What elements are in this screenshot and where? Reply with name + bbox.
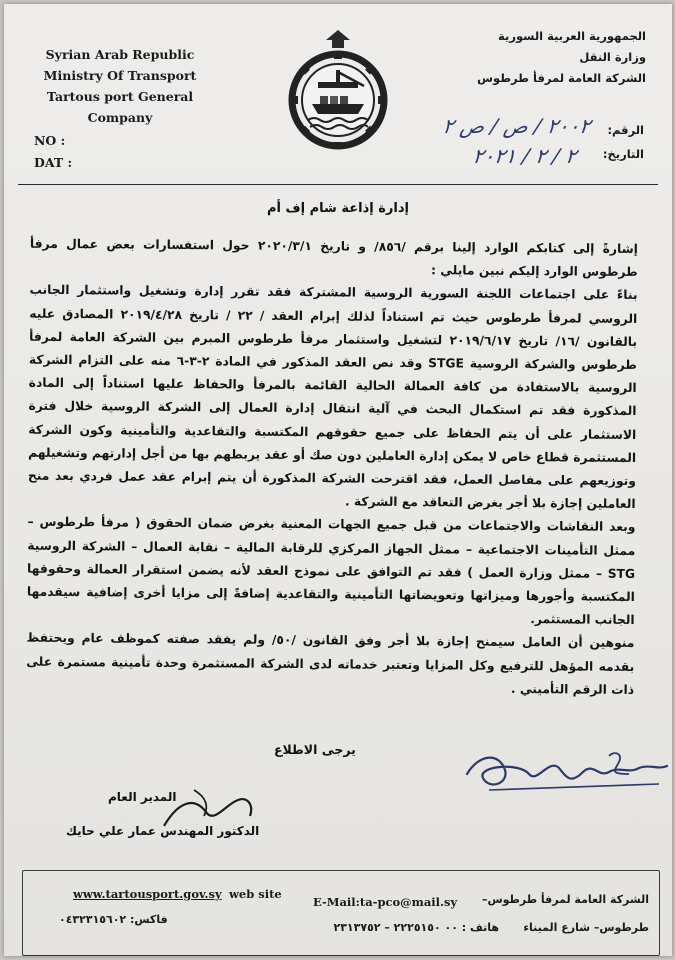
number-handwritten: ٢٠٠٢ / ص / ص ٢: [440, 114, 592, 138]
arabic-header-line-1: الجمهورية العربية السورية: [498, 29, 646, 43]
english-header-line-3: Tartous port General: [46, 89, 194, 104]
recipient-line: إدارة إذاعة شام إف أم: [267, 201, 409, 216]
closing-line: يرجى الاطلاع: [274, 742, 356, 757]
no-label: NO :: [34, 133, 66, 148]
english-header-line-2: Ministry Of Transport: [43, 68, 197, 83]
company-address: طرطوس– شارع الميناء: [523, 921, 649, 934]
arabic-header-line-2: وزارة النقل: [579, 50, 646, 64]
arabic-header: [446, 26, 646, 89]
letter-body: [26, 233, 638, 702]
company-emblem-icon: [282, 26, 394, 154]
english-header-line-4: Company: [87, 110, 153, 125]
arabic-header-line-3: الشركة العامة لمرفأ طرطوس: [477, 71, 646, 85]
signatory-name: الدكتور المهندس عمار علي حايك: [66, 824, 260, 838]
fax-number: فاكس: ٠٤٣٢٣١٥٦٠٢: [59, 913, 168, 926]
date-field-label: التاريخ:: [602, 147, 644, 161]
body-paragraph: منوهين أن العامل سيمنح إجازة بلا أجر وفق القانون /٥٠/ ولم يفقد صفته كموظف عام ويحتفظ بقدمه المؤهل للترفيع وكل المزايا وتعتبر خدماته لدى الشركة المستثمرة وحدة تأمينية مستمرة على ذات الرقم التأميني .: [26, 631, 635, 697]
body-paragraph: بناءً على اجتماعات اللجنة السورية الروسية المشتركة فقد تقرر إدارة وتشغيل واستثمار الجانب الروسي لمرفأ طرطوس حيث تم استناداً لذلك إبرام العقد / ٢٢ / تاريخ ٢٠١٩/٤/٢٨ المصادق عليه بالقانون /١٦/ تاريخ ٢٠١٩/٦/١٧ لتشغيل واستثمار مرفأ طرطوس المبرم بين الشركة العامة لمرفأ طرطوس والشركة الروسية STGE وقد نص العقد المذكور في المادة ٢-٣-٦ منه على التزام الشركة الروسية بالاستفادة من كافة العمالة الحالية القائمة بالمرفأ والحفاظ عليها استناداً إلى المادة المذكورة فقد تم استكمال البحث في آلية انتقال إدارة العمال إلى الشركة الروسية خلال فترة الاستثمار على أن يتم الحفاظ على جميع حقوقهم المكتسبة والتقاعدية والتأمينية وكون الشركة المستثمرة قطاع خاص لا يمكن إدارة العاملين دون صك أو عقد يربطهم بها من أجل إدارتهم وتشغيلهم وتوزيعهم على مفاصل العمل، فقد اقترحت الشركة المذكورة أن يتم إبرام عقد عمل فردي بعد منح العاملين إجازة بلا أجر بغرض التعاقد مع الشركة .: [27, 283, 638, 512]
website-label: web site: [229, 887, 282, 901]
email-address[interactable]: E-Mail:ta-pco@mail.sy: [313, 895, 458, 909]
number-label: الرقم:: [607, 123, 644, 137]
signatory-title: المدير العام: [108, 790, 177, 804]
website-link[interactable]: www.tartousport.gov.sy: [73, 887, 222, 901]
signature-scribble: [459, 744, 672, 799]
english-header-line-1: Syrian Arab Republic: [45, 47, 195, 62]
phone-numbers: هاتف : ٠٠ ٢٢٢٥١٥٠ – ٢٣١٣٧٥٢: [333, 921, 499, 934]
body-paragraph: إشارةً إلى كتابكم الوارد إلينا برقم /٨٥٦/ و تاريخ ٢٠٢٠/٣/١ حول استفسارات بعض عمال مرفأ طرطوس الوارد إليكم نبين مايلي :: [29, 236, 638, 280]
company-footer-name: الشركة العامة لمرفأ طرطوس–: [481, 893, 649, 906]
letter-page: [4, 4, 672, 956]
english-header: [30, 44, 210, 128]
date-handwritten: ٢ / ٢ / ٢٠٢١: [470, 144, 578, 168]
signature-overlay: [154, 782, 264, 842]
header-divider: [18, 184, 658, 185]
body-paragraph: وبعد النقاشات والاجتماعات من قبل جميع الجهات المعنية بغرض ضمان الحقوق ( مرفأ طرطوس – ممثل التأمينات الاجتماعية – ممثل الجهاز المركزي للرقابة المالية – نقابة العمال – الشركة الروسية STG – ممثل وزارة العمل ) فقد تم التوافق على نموذج العقد لأنه يضمن استقرار العمالة وحقوقها المكتسبة وأجورها وميزاتها وتعويضاتها التأمينية والتقاعدية إضافةً إلى مزايا أخرى إضافية سيقدمها الجانب المستثمر.: [26, 515, 636, 628]
footer-box: [22, 870, 660, 956]
date-label: DAT :: [34, 155, 73, 170]
